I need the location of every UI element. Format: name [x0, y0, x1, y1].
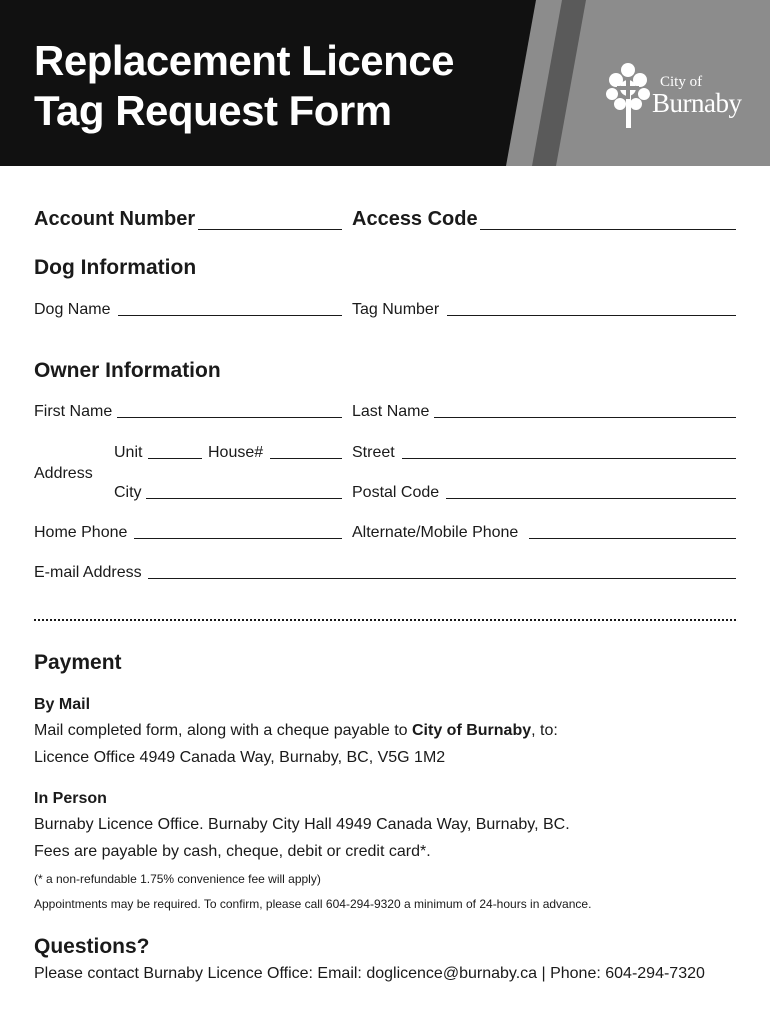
first-name-field[interactable] — [117, 417, 342, 418]
by-mail-heading: By Mail — [34, 696, 91, 713]
house-number-field[interactable] — [270, 458, 342, 459]
dog-name-label: Dog Name — [34, 301, 111, 318]
appointment-note: Appointments may be required. To confirm, please call 604-294-9320 a minimum of 24-hours in advance. — [34, 897, 592, 911]
last-name-label: Last Name — [352, 403, 430, 420]
account-number-field[interactable] — [198, 229, 342, 230]
city-label: City — [114, 484, 142, 501]
logo-city-of: City of — [660, 74, 703, 90]
address-label: Address — [34, 465, 93, 482]
mail-text-start: Mail completed form, along with a cheque payable to — [34, 722, 412, 739]
questions-heading: Questions? — [34, 935, 150, 958]
dog-information-heading: Dog Information — [34, 256, 197, 279]
title-line-2: Tag Request Form — [34, 87, 392, 134]
city-field[interactable] — [146, 498, 342, 499]
mail-instructions — [34, 722, 558, 740]
street-label: Street — [352, 444, 395, 461]
alternate-phone-field[interactable] — [529, 538, 736, 539]
alternate-phone-label: Alternate/Mobile Phone — [352, 524, 519, 541]
access-code-field[interactable] — [480, 229, 736, 230]
in-person-heading: In Person — [34, 790, 107, 807]
mail-address: Licence Office 4949 Canada Way, Burnaby, BC, V5G 1M2 — [34, 749, 446, 766]
form-title — [34, 36, 454, 136]
fee-note: (* a non-refundable 1.75% convenience fee will apply) — [34, 872, 321, 886]
city-logo — [606, 60, 742, 132]
postal-code-label: Postal Code — [352, 484, 440, 501]
unit-label: Unit — [114, 444, 143, 461]
in-person-address: Burnaby Licence Office. Burnaby City Hall 4949 Canada Way, Burnaby, BC. — [34, 816, 570, 833]
street-field[interactable] — [402, 458, 736, 459]
snowflake-tree-icon — [606, 60, 652, 130]
title-line-1: Replacement Licence — [34, 37, 455, 84]
home-phone-label: Home Phone — [34, 524, 128, 541]
logo-burnaby: Burnaby — [652, 88, 742, 118]
owner-information-heading: Owner Information — [34, 359, 221, 382]
payee-name: City of Burnaby — [412, 722, 532, 739]
house-number-label: House# — [208, 444, 264, 461]
payment-heading: Payment — [34, 651, 122, 674]
account-number-label: Account Number — [34, 208, 196, 230]
first-name-label: First Name — [34, 403, 113, 420]
contact-info: Please contact Burnaby Licence Office: Email: doglicence@burnaby.ca | Phone: 604-294-7320 — [34, 965, 705, 982]
email-address-field[interactable] — [148, 578, 736, 579]
tag-number-field[interactable] — [447, 315, 736, 316]
tag-number-label: Tag Number — [352, 301, 440, 318]
access-code-label: Access Code — [352, 208, 478, 230]
email-address-label: E-mail Address — [34, 564, 142, 581]
mail-text-end: , to: — [531, 722, 558, 739]
home-phone-field[interactable] — [134, 538, 342, 539]
payment-methods: Fees are payable by cash, cheque, debit or credit card*. — [34, 843, 431, 860]
postal-code-field[interactable] — [446, 498, 736, 499]
last-name-field[interactable] — [434, 417, 736, 418]
section-divider — [34, 619, 736, 621]
unit-field[interactable] — [148, 458, 202, 459]
dog-name-field[interactable] — [118, 315, 342, 316]
form-header — [0, 0, 770, 166]
